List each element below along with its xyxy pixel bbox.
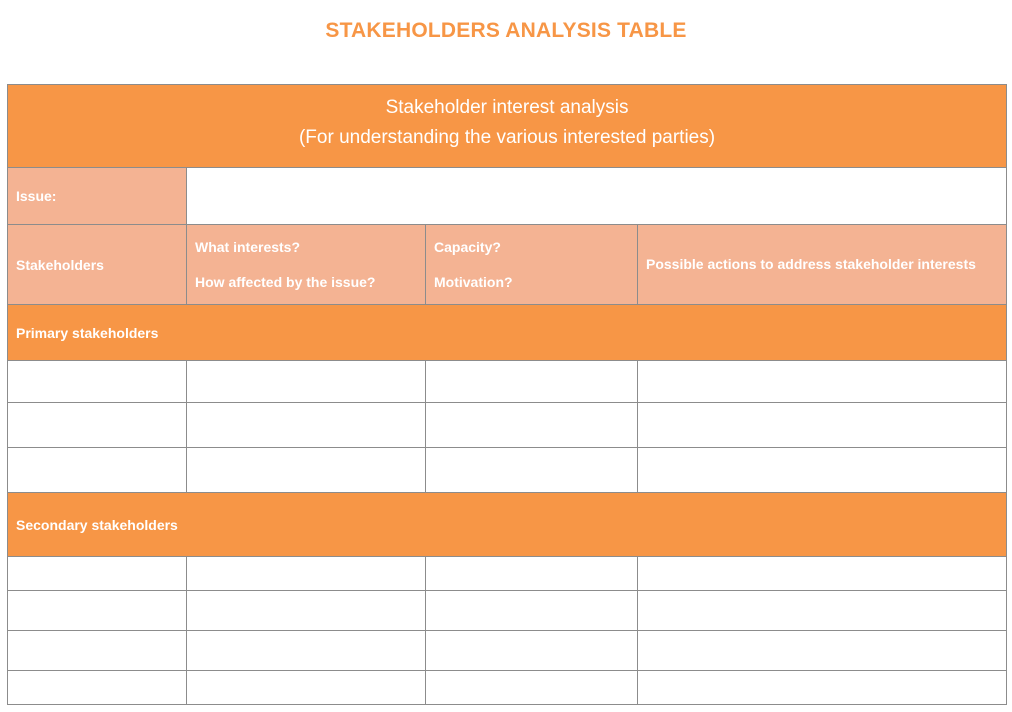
header-actions xyxy=(638,225,1007,305)
header-actions-label: Possible actions to address stakeholder interests xyxy=(646,256,976,272)
header-capacity xyxy=(426,225,638,305)
table-cell[interactable] xyxy=(187,557,426,591)
table-cell[interactable] xyxy=(638,671,1007,705)
page-title: STAKEHOLDERS ANALYSIS TABLE xyxy=(325,19,687,42)
table-cell[interactable] xyxy=(426,361,638,403)
issue-label-cell xyxy=(8,168,187,225)
table-cell[interactable] xyxy=(187,403,426,448)
table-cell[interactable] xyxy=(187,631,426,671)
table-banner xyxy=(8,85,1007,168)
table-cell[interactable] xyxy=(8,591,187,631)
table-cell[interactable] xyxy=(638,631,1007,671)
table-cell[interactable] xyxy=(8,403,187,448)
table-cell[interactable] xyxy=(8,361,187,403)
table-cell[interactable] xyxy=(426,557,638,591)
table-cell[interactable] xyxy=(638,361,1007,403)
table-cell[interactable] xyxy=(8,631,187,671)
table-cell[interactable] xyxy=(8,671,187,705)
issue-label: Issue: xyxy=(16,188,57,204)
table-cell[interactable] xyxy=(638,448,1007,493)
header-interests-line1: What interests? xyxy=(195,238,301,255)
table-cell[interactable] xyxy=(187,671,426,705)
header-capacity-line1: Capacity? xyxy=(434,238,501,255)
table-cell[interactable] xyxy=(638,403,1007,448)
table-cell[interactable] xyxy=(426,631,638,671)
table-cell[interactable] xyxy=(426,591,638,631)
section-primary-label: Primary stakeholders xyxy=(16,324,159,341)
banner-subtitle: (For understanding the various interested parties) xyxy=(298,127,716,148)
header-interests-line2: How affected by the issue? xyxy=(195,273,376,290)
table-cell[interactable] xyxy=(426,403,638,448)
table-cell[interactable] xyxy=(187,361,426,403)
table-cell[interactable] xyxy=(8,448,187,493)
header-interests xyxy=(187,225,426,305)
table-cell[interactable] xyxy=(638,591,1007,631)
table-cell[interactable] xyxy=(8,557,187,591)
header-capacity-line2: Motivation? xyxy=(434,273,513,290)
table-cell[interactable] xyxy=(426,448,638,493)
issue-input-cell[interactable] xyxy=(187,168,1007,225)
table-cell[interactable] xyxy=(187,448,426,493)
header-stakeholders xyxy=(8,225,187,305)
section-secondary-label: Secondary stakeholders xyxy=(16,516,178,533)
table-cell[interactable] xyxy=(187,591,426,631)
table-cell[interactable] xyxy=(638,557,1007,591)
section-primary xyxy=(8,305,1007,361)
stakeholder-table xyxy=(7,84,1007,705)
table-cell[interactable] xyxy=(426,671,638,705)
header-stakeholders-label: Stakeholders xyxy=(16,256,104,273)
section-secondary xyxy=(8,493,1007,557)
banner-title: Stakeholder interest analysis xyxy=(385,97,629,118)
